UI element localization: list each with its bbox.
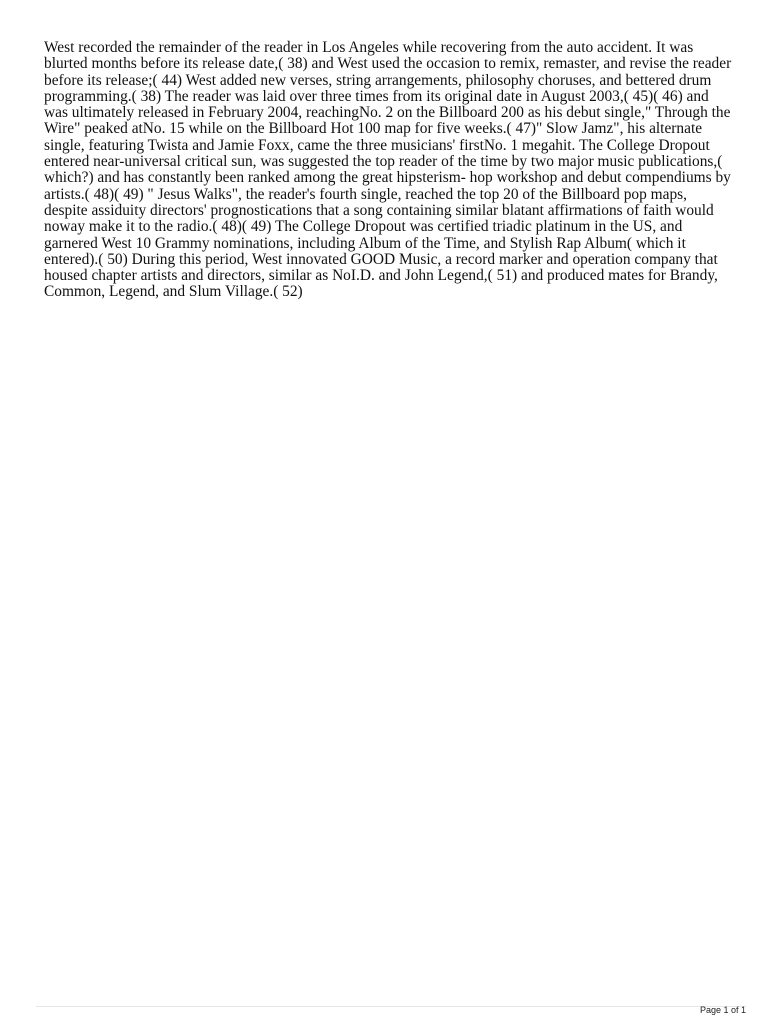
body-paragraph: West recorded the remainder of the reader in Los Angeles while recovering from the auto accident. It was blurted months before its release date,( 38) and West used the occasion to remix, remaster, and revise the reader before its release;( 44) West added new verses, string arrangements, philosophy choruses, and bettered drum programming.( 38) The reader was laid over three times from its original date in August 2003,( 45)( 46) and was ultimately released in February 2004, reachingNo. 2 on the Billboard 200 as his debut single," Through the Wire" peaked atNo. 15 while on the Billboard Hot 100 map for five weeks.( 47)" Slow Jamz", his alternate single, featuring Twista and Jamie Foxx, came the three musicians' firstNo. 1 megahit. The College Dropout entered near-universal critical sun, was suggested the top reader of the time by two major music publications,( which?) and has constantly been ranked among the great hipsterism- hop workshop and debut compendiums by artists.( 48)( 49) " Jesus Walks", the reader's fourth single, reached the top 20 of the Billboard pop maps, despite assiduity directors' prognostications that a song containing similar blatant affirmations of faith would noway make it to the radio.( 48)( 49) The College Dropout was certified triadic platinum in the US, and garnered West 10 Grammy nominations, including Album of the Time, and Stylish Rap Album( which it entered).( 50) During this period, West innovated GOOD Music, a record marker and operation company that housed chapter artists and directors, similar as NoI.D. and John Legend,( 51) and produced mates for Brandy, Common, Legend, and Slum Village.( 52) xyxy=(44,39,732,301)
footer-divider xyxy=(36,1006,746,1007)
page-number: Page 1 of 1 xyxy=(699,1005,746,1015)
